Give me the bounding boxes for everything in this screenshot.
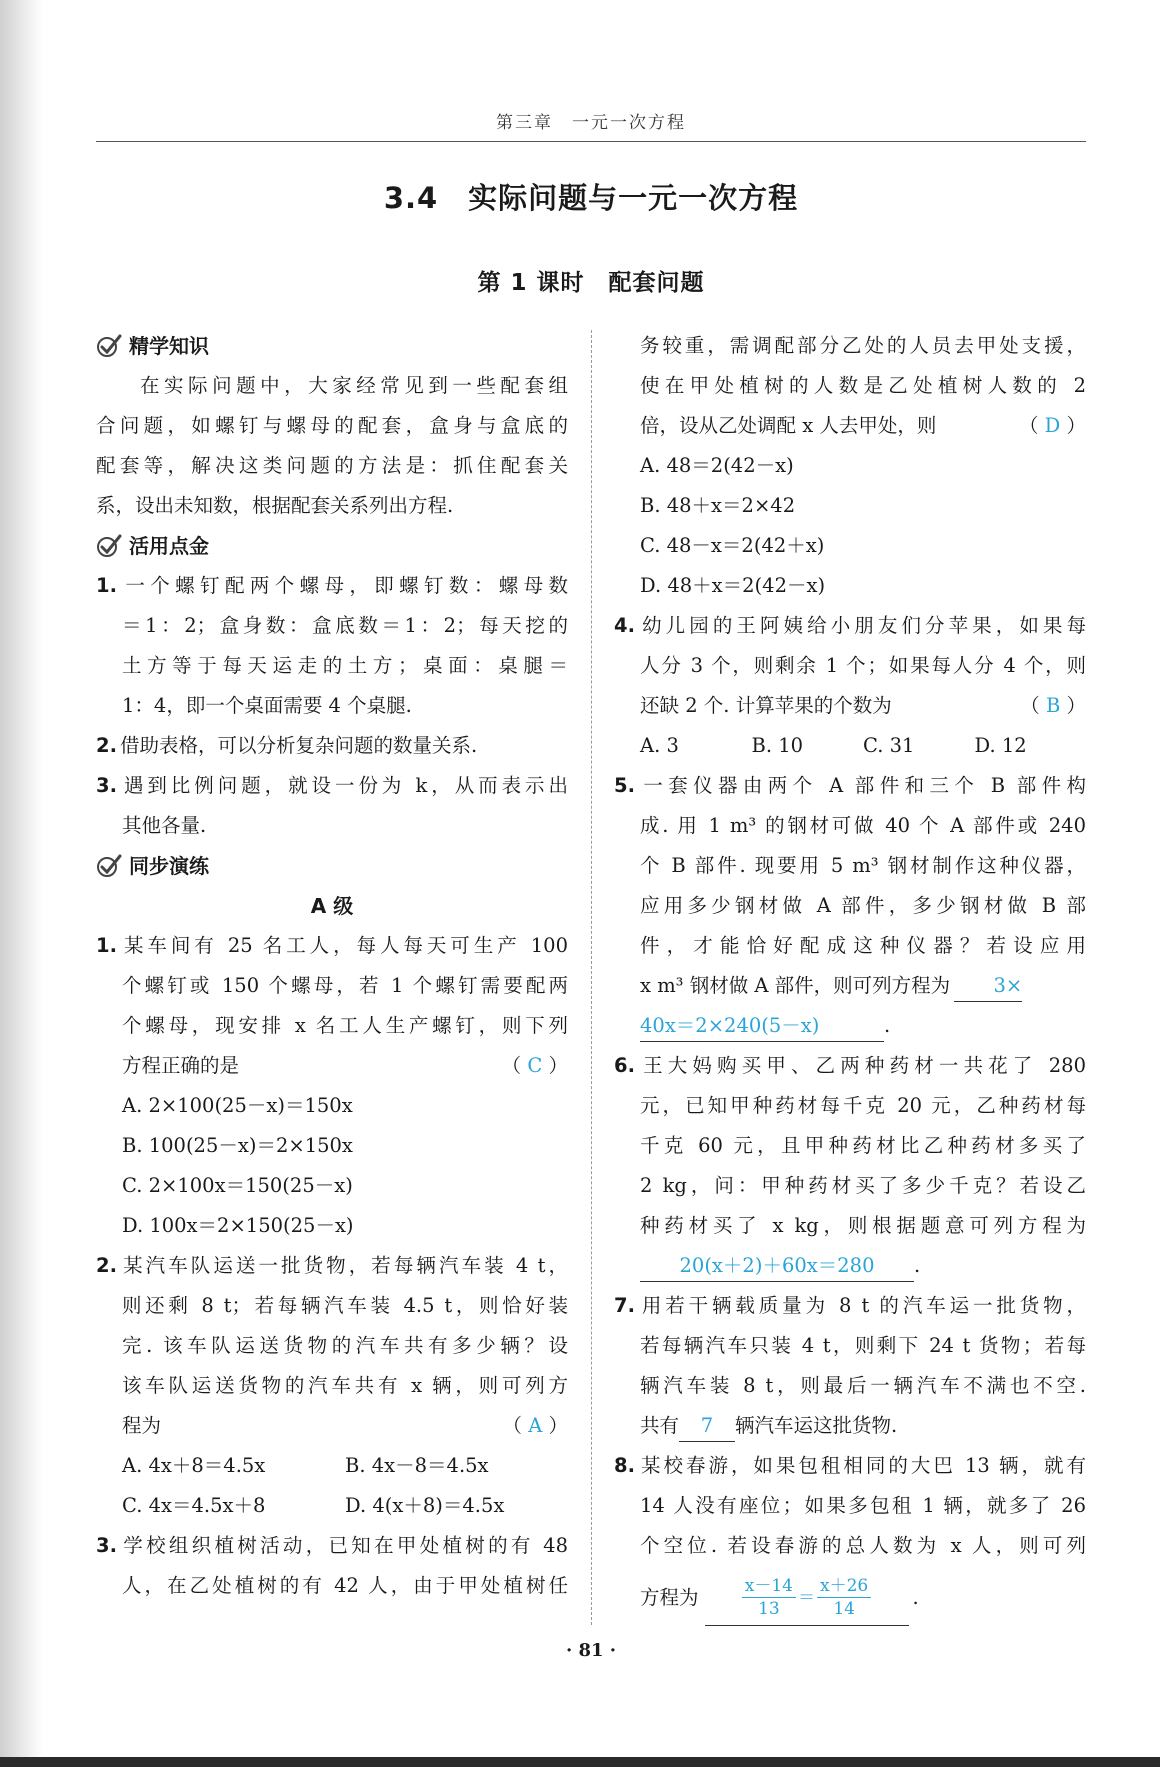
question-line: 完. 该车队运送货物的汽车共有多少辆？设	[122, 1334, 568, 1357]
question-line: 方程为 $\frac{x-14}{13}$ ＝ $\frac{x+26}{14}$ .	[614, 1566, 1086, 1630]
tip-line: 1：4，即一个桌面需要 4 个桌腿.	[122, 694, 412, 717]
option-row	[96, 1486, 568, 1526]
question-line: 个空位. 若设春游的总人数为 x 人，则可列	[640, 1534, 1086, 1557]
question-number: 1.	[96, 934, 117, 957]
column-divider	[591, 330, 592, 1625]
knowledge-header-label: 精学知识	[129, 334, 209, 358]
question-line: 40x＝2×240(5－x) .	[614, 1006, 1086, 1046]
question-number: 4.	[614, 614, 635, 637]
question-line-last: 倍，设从乙处调配 x 人去甲处，则 （ D ）	[614, 406, 1086, 446]
question-number: 8.	[614, 1454, 635, 1477]
practice-header	[96, 846, 568, 886]
tip-line: 其他各量.	[122, 814, 207, 837]
fill-blank-answer: 7	[679, 1411, 735, 1442]
option-row	[614, 726, 1086, 766]
check-badge-icon	[96, 333, 122, 359]
option: A. 3	[640, 734, 679, 757]
question-5: 5. 一套仪器由两个 A 部件和三个 B 部件构	[614, 766, 1086, 806]
option: C. 31	[863, 734, 915, 757]
header-rule	[96, 141, 1086, 142]
option: B. 48＋x＝2×42	[640, 494, 796, 517]
fill-blank-answer: 3×	[954, 971, 1022, 1002]
running-head: 第三章 一元一次方程	[496, 113, 686, 133]
question-line: 元，已知甲种药材每千克 20 元，乙种药材每	[640, 1094, 1086, 1117]
tip-line: ＝1：2；盒身数：盒底数＝1：2；每天挖的	[122, 614, 568, 637]
question-number: 7.	[614, 1294, 635, 1317]
question-line: 个 B 部件. 现要用 5 m³ 钢材制作这种仪器，	[640, 854, 1086, 877]
page-number: · 81 ·	[565, 1640, 617, 1661]
question-line: 应用多少钢材做 A 部件，多少钢材做 B 部	[640, 894, 1086, 917]
option: D. 12	[974, 734, 1027, 757]
option: C. 4x＝4.5x＋8	[122, 1494, 266, 1517]
question-line: 人分 3 个，则剩余 1 个；如果每人分 4 个，则	[640, 654, 1086, 677]
question-2: 2. 某汽车队运送一批货物，若每辆汽车装 4 t，	[96, 1246, 568, 1286]
question-line: 成. 用 1 m³ 的钢材可做 40 个 A 部件或 240	[640, 814, 1086, 837]
tip-item-3: 3. 遇到比例问题，就设一份为 k，从而表示出	[96, 766, 568, 806]
tip-number: 3.	[96, 774, 117, 797]
page-edge-shadow	[0, 0, 44, 1767]
knowledge-line: 在实际问题中，大家经常见到一些配套组	[140, 374, 568, 397]
question-line: 人，在乙处植树的有 42 人，由于甲处植树任	[122, 1574, 568, 1597]
option: A. 2×100(25－x)＝150x	[122, 1094, 353, 1117]
question-line: 件，才能恰好配成这种仪器？若设应用	[640, 934, 1086, 957]
lesson-title: 第 1 课时 配套问题	[477, 270, 705, 296]
tip-number: 2.	[96, 734, 117, 757]
knowledge-line: 合问题，如螺钉与螺母的配套，盒身与盒底的	[96, 414, 568, 437]
question-line: 千克 60 元，且甲种药材比乙种药材多买了	[640, 1134, 1086, 1157]
tip-number: 1.	[96, 574, 117, 597]
option: B. 10	[751, 734, 804, 757]
question-8: 8. 某校春游，如果包租相同的大巴 13 辆，就有	[614, 1446, 1086, 1486]
check-badge-icon	[96, 533, 122, 559]
tip-item-2: 2. 借助表格，可以分析复杂问题的数量关系.	[96, 726, 568, 766]
option-row	[96, 1446, 568, 1486]
question-3: 3. 学校组织植树活动，已知在甲处植树的有 48	[96, 1526, 568, 1566]
check-badge-icon	[96, 853, 122, 879]
option: B. 100(25－x)＝2×150x	[122, 1134, 353, 1157]
tip-line: 土方等于每天运走的土方；桌面：桌腿＝	[122, 654, 568, 677]
answer-parens: （ D ）	[1018, 414, 1086, 437]
question-number: 6.	[614, 1054, 635, 1077]
question-line: 该车队运送货物的汽车共有 x 辆，则可列方	[122, 1374, 568, 1397]
tip-item-1: 1. 一个螺钉配两个螺母，即螺钉数：螺母数	[96, 566, 568, 606]
question-line: 则还剩 8 t；若每辆汽车装 4.5 t，则恰好装	[122, 1294, 568, 1317]
section-title: 3.4 实际问题与一元一次方程	[383, 181, 799, 215]
question-line: 务较重，需调配部分乙处的人员去甲处支援，	[640, 334, 1086, 357]
question-number: 5.	[614, 774, 635, 797]
knowledge-line: 配套等，解决这类问题的方法是：抓住配套关	[96, 454, 568, 477]
question-line: 20(x＋2)＋60x＝280 .	[614, 1246, 1086, 1286]
fraction: $\frac{x+26}{14}$	[817, 1575, 871, 1620]
level-label: A 级	[310, 894, 354, 918]
question-4: 4. 幼儿园的王阿姨给小朋友们分苹果，如果每	[614, 606, 1086, 646]
option: C. 2×100x＝150(25－x)	[122, 1174, 353, 1197]
fraction: $\frac{x-14}{13}$	[742, 1575, 796, 1620]
answer-parens: （ A ）	[502, 1414, 568, 1437]
question-line: 辆汽车装 8 t，则最后一辆汽车不满也不空.	[640, 1374, 1086, 1397]
question-line: 14 人没有座位；如果多包租 1 辆，就多了 26	[640, 1494, 1086, 1517]
fill-blank-answer: $\frac{x-14}{13}$ ＝ $\frac{x+26}{14}$	[705, 1571, 909, 1626]
question-line: 共有 7 辆汽车运这批货物.	[614, 1406, 1086, 1446]
choice-answer: C	[527, 1054, 543, 1077]
question-number: 3.	[96, 1534, 117, 1557]
knowledge-header	[96, 326, 568, 366]
question-1: 1. 某车间有 25 名工人，每人每天可生产 100	[96, 926, 568, 966]
bottom-bar	[0, 1757, 1160, 1767]
question-6: 6. 王大妈购买甲、乙两种药材一共花了 280	[614, 1046, 1086, 1086]
option: D. 48＋x＝2(42－x)	[640, 574, 826, 597]
option: D. 4(x＋8)＝4.5x	[345, 1494, 505, 1517]
option: A. 4x＋8＝4.5x	[122, 1454, 266, 1477]
choice-answer: D	[1044, 414, 1061, 437]
fill-blank-answer: 40x＝2×240(5－x)	[640, 1011, 884, 1042]
option: C. 48－x＝2(42＋x)	[640, 534, 825, 557]
answer-parens: （ C ）	[501, 1054, 568, 1077]
question-line: 使在甲处植树的人数是乙处植树人数的 2	[640, 374, 1086, 397]
practice-header-label: 同步演练	[129, 854, 209, 878]
question-line-last: 还缺 2 个. 计算苹果的个数为 （ B ）	[614, 686, 1086, 726]
knowledge-line: 系，设出未知数，根据配套关系列出方程.	[96, 494, 454, 517]
question-line: 个螺母，现安排 x 名工人生产螺钉，则下列	[122, 1014, 568, 1037]
choice-answer: B	[1045, 694, 1061, 717]
right-column	[614, 326, 1086, 1630]
question-number: 2.	[96, 1254, 117, 1277]
left-column	[96, 326, 568, 1606]
choice-answer: A	[528, 1414, 543, 1437]
option: A. 48＝2(42－x)	[640, 454, 794, 477]
question-line: 种药材买了 x kg，则根据题意可列方程为	[640, 1214, 1086, 1237]
tips-header-label: 活用点金	[129, 534, 209, 558]
question-line-last: 方程正确的是 （ C ）	[96, 1046, 568, 1086]
question-line-last: 程为 （ A ）	[96, 1406, 568, 1446]
question-line: 若每辆汽车只装 4 t，则剩下 24 t 货物；若每	[640, 1334, 1086, 1357]
question-line: 个螺钉或 150 个螺母，若 1 个螺钉需要配两	[122, 974, 568, 997]
option: D. 100x＝2×150(25－x)	[122, 1214, 354, 1237]
question-line: 2 kg，问：甲种药材买了多少千克？若设乙	[640, 1174, 1086, 1197]
question-line: x m³ 钢材做 A 部件，则可列方程为 3×	[614, 966, 1086, 1006]
question-7: 7. 用若干辆载质量为 8 t 的汽车运一批货物，	[614, 1286, 1086, 1326]
tips-header	[96, 526, 568, 566]
option: B. 4x－8＝4.5x	[345, 1454, 489, 1477]
answer-parens: （ B ）	[1020, 694, 1086, 717]
fill-blank-answer: 20(x＋2)＋60x＝280	[640, 1251, 914, 1282]
